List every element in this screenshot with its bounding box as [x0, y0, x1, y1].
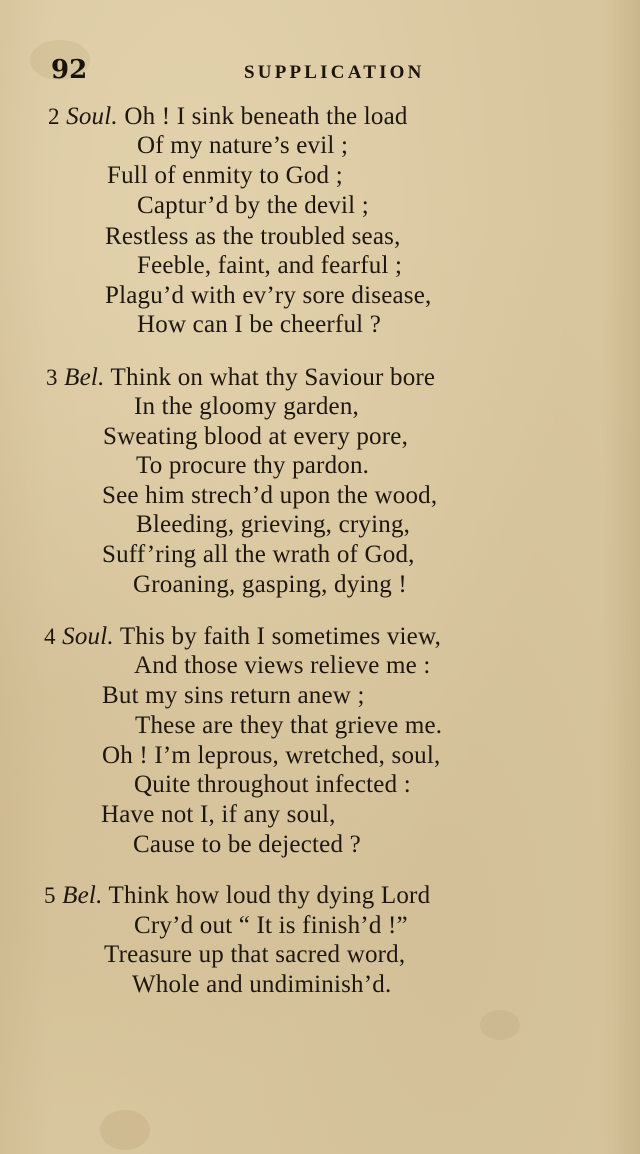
verse-line: Suff’ring all the wrath of God,: [102, 541, 415, 568]
speaker-label: Bel.: [62, 882, 103, 909]
speaker-label: Soul.: [62, 623, 114, 650]
stanza-number: 3: [46, 365, 58, 390]
paper-stain: [480, 1010, 520, 1040]
verse-line: Feeble, faint, and fearful ;: [137, 252, 403, 279]
stanza-number: 4: [44, 624, 56, 649]
speaker-label: Bel.: [64, 364, 105, 391]
verse-line: These are they that grieve me.: [135, 712, 443, 739]
verse-line-first: [46, 363, 435, 392]
verse-line: In the gloomy garden,: [134, 393, 359, 420]
verse-line: Full of enmity to God ;: [107, 162, 343, 189]
verse-line: To procure thy pardon.: [136, 452, 370, 479]
verse-line-first: [44, 622, 441, 651]
verse-line: Whole and undiminish’d.: [132, 971, 392, 998]
stanza-number: 5: [44, 883, 56, 908]
verse-text: Think on what thy Saviour bore: [110, 364, 436, 391]
verse-line: Quite throughout infected :: [134, 771, 411, 798]
verse-line: Treasure up that sacred word,: [104, 941, 406, 968]
verse-line: Groaning, gasping, dying !: [133, 571, 407, 598]
speaker-label: Soul.: [66, 103, 118, 130]
verse-line: Sweating blood at every pore,: [103, 423, 409, 450]
verse-line: Of my nature’s evil ;: [137, 132, 349, 159]
verse-line: Have not I, if any soul,: [101, 801, 336, 828]
verse-line: How can I be cheerful ?: [137, 311, 382, 338]
verse-text: Oh ! I sink beneath the load: [124, 103, 408, 130]
verse-line: And those views relieve me :: [134, 652, 431, 679]
running-title: SUPPLICATION: [244, 62, 425, 83]
verse-line: Oh ! I’m leprous, wretched, soul,: [102, 742, 441, 769]
verse-line: Cry’d out “ It is finish’d !”: [134, 912, 408, 939]
verse-text: This by faith I sometimes view,: [119, 623, 442, 650]
paper-stain: [100, 1110, 150, 1150]
verse-line-first: [44, 881, 430, 910]
stanza-number: 2: [48, 104, 60, 129]
verse-text: Think how loud thy dying Lord: [108, 882, 431, 909]
verse-line: See him strech’d upon the wood,: [102, 482, 438, 509]
page-number: 92: [51, 55, 88, 85]
verse-line: Plagu’d with ev’ry sore disease,: [105, 282, 432, 309]
verse-line: Cause to be dejected ?: [133, 831, 361, 858]
verse-line: Restless as the troubled seas,: [105, 223, 401, 250]
verse-line: Bleeding, grieving, crying,: [136, 511, 411, 538]
verse-line: But my sins return anew ;: [102, 682, 365, 709]
verse-line-first: [48, 102, 408, 131]
verse-line: Captur’d by the devil ;: [137, 192, 369, 219]
